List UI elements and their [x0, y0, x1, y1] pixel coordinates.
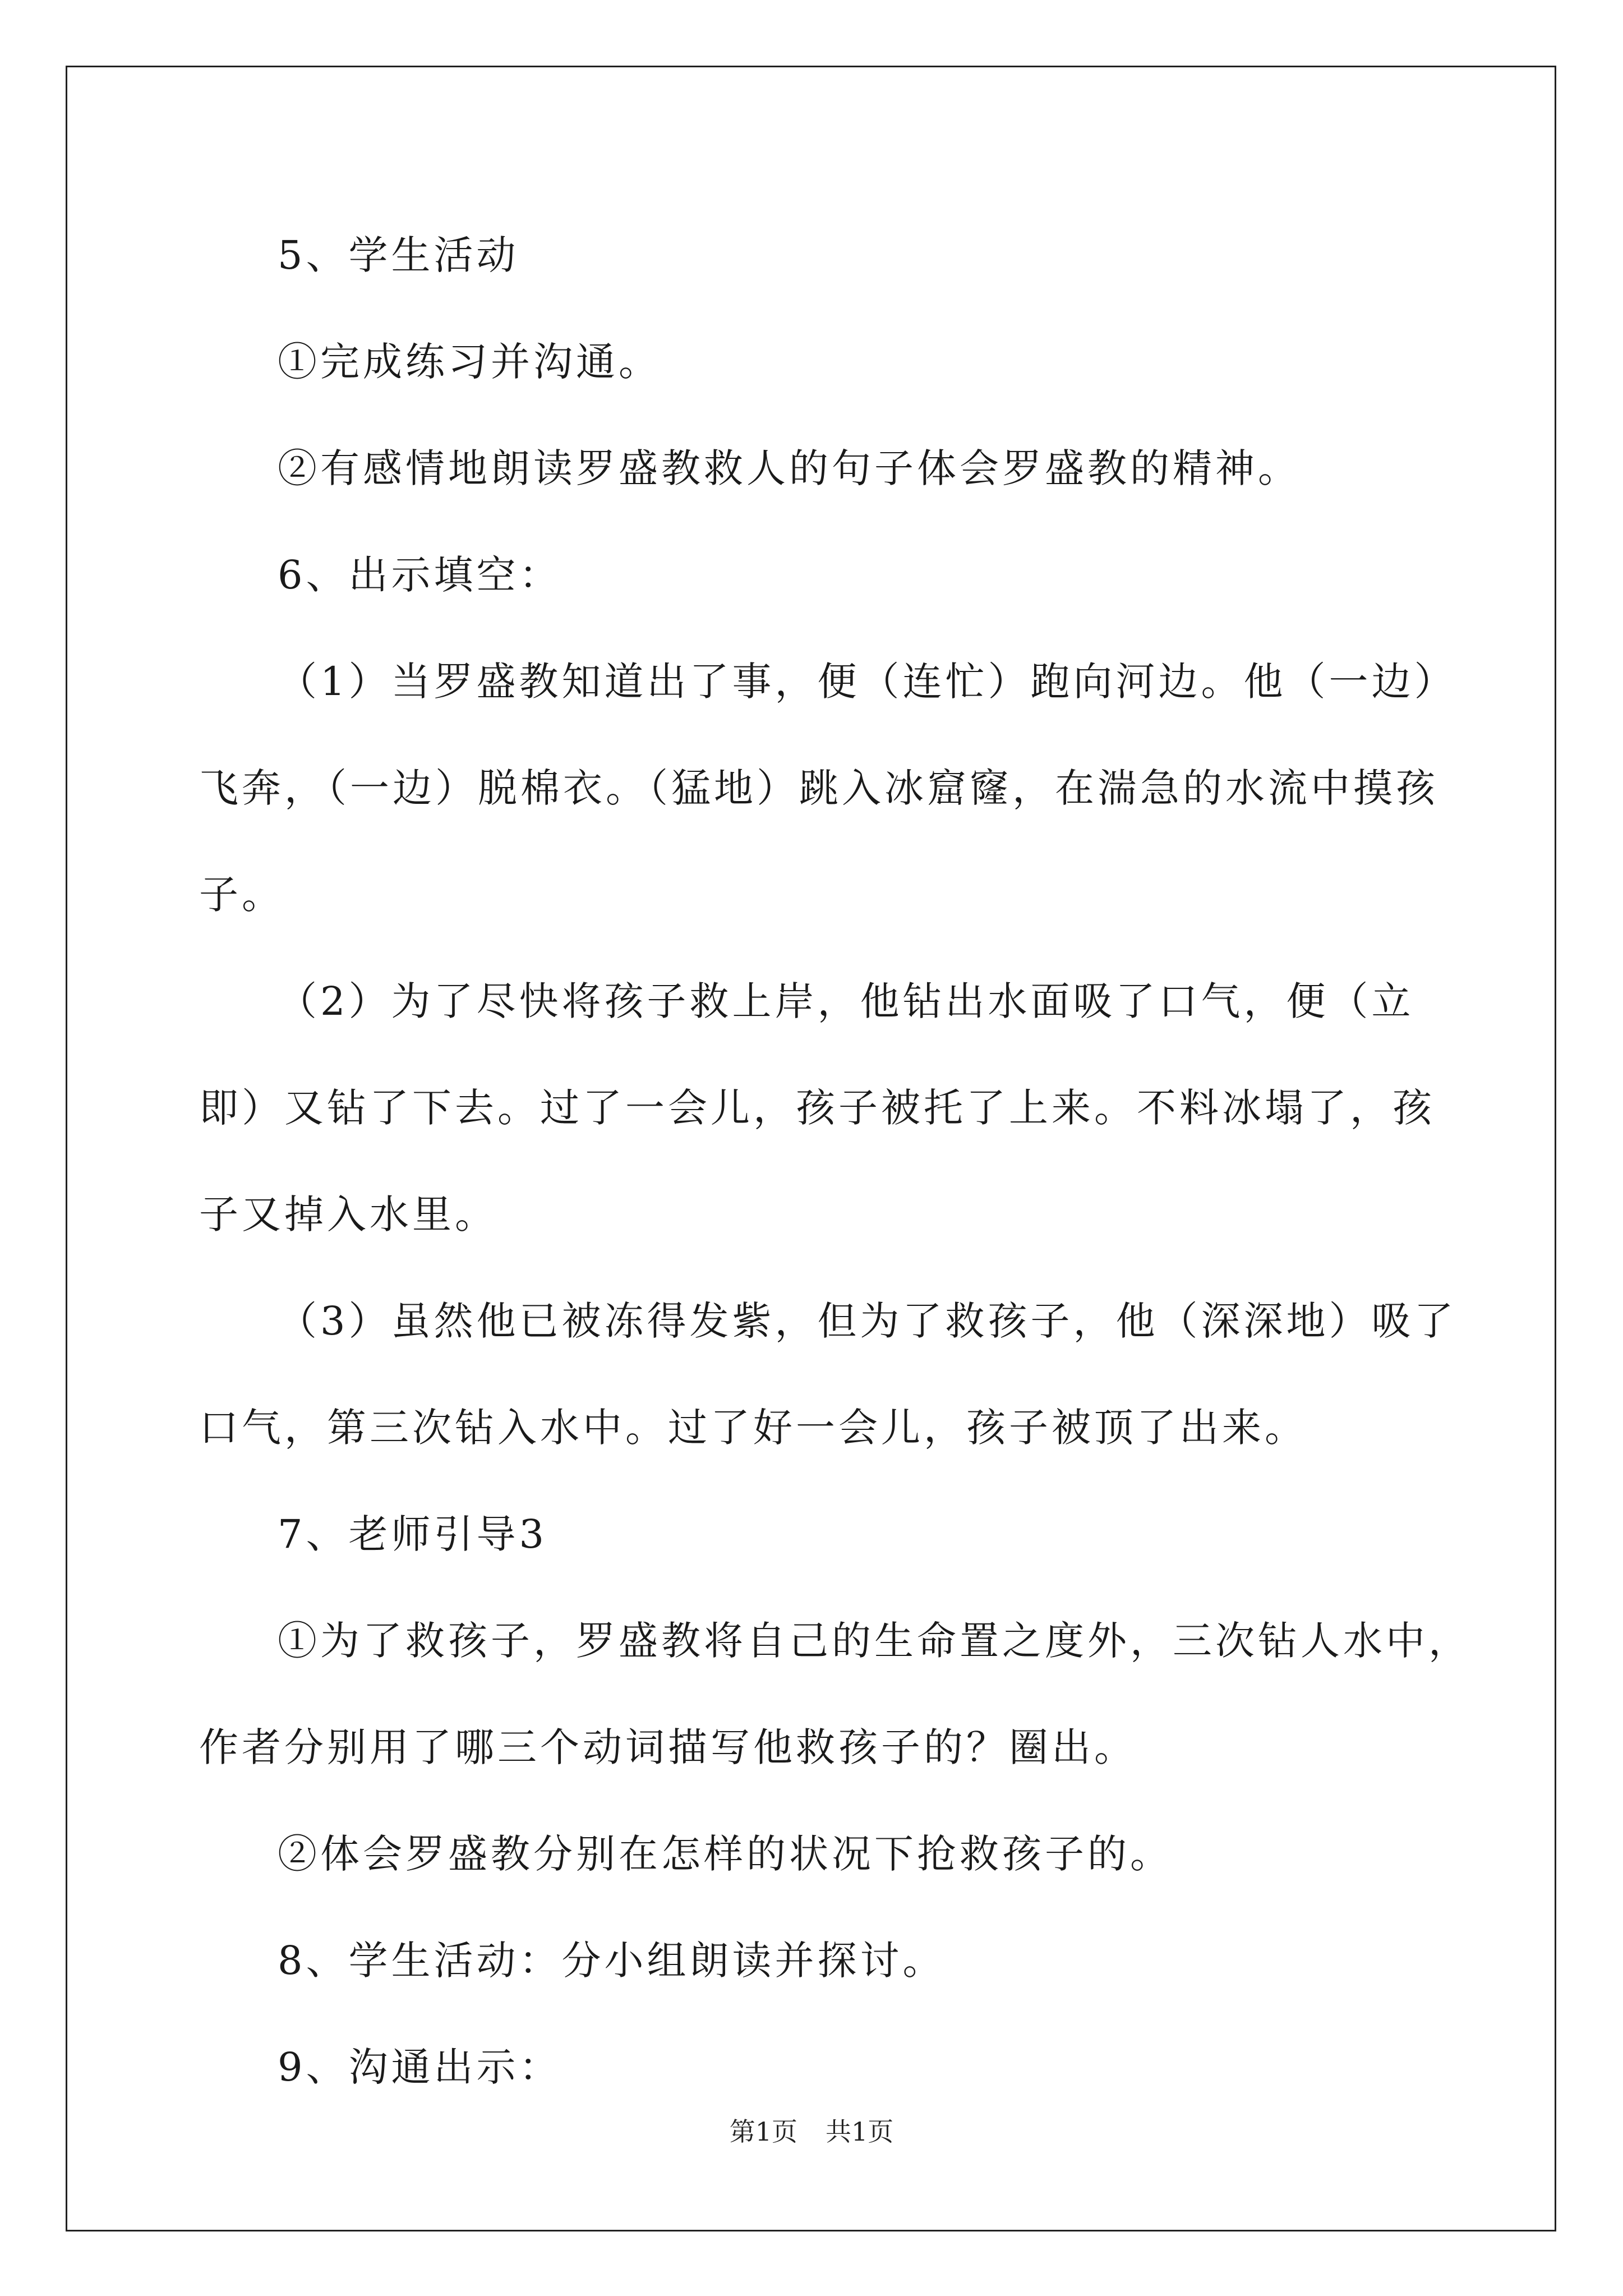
paragraph-heading-7: 7、老师引导3 [278, 1511, 548, 1557]
paragraph-item: ②有感情地朗读罗盛教救人的句子体会罗盛教的精神。 [278, 445, 1301, 491]
paragraph-heading-6: 6、出示填空： [278, 552, 562, 598]
paragraph-fill-blank-1: （1）当罗盛教知道出了事，便（连忙）跑向河边。他（一边）飞奔，（一边）脱棉衣。（猛地）跳入冰窟窿，在湍急的水流中摸孩子。 [199, 659, 1457, 918]
paragraph-item: ①为了救孩子，罗盛教将自己的生命置之度外，三次钻人水中，作者分别用了哪三个动词描写他救孩子的？圈出。 [199, 1618, 1471, 1770]
paragraph-heading-8: 8、学生活动：分小组朗读并探讨。 [278, 1938, 946, 1984]
page-number-current: 第1页 [729, 2116, 797, 2147]
paragraph-heading-5: 5、学生活动 [278, 232, 519, 278]
document-body [199, 202, 1472, 2120]
paragraph-fill-blank-3: （3）虽然他已被冻得发紫，但为了救孩子，他（深深地）吸了口气，第三次钻入水中。过了好一会儿，孩子被顶了出来。 [199, 1298, 1457, 1451]
page-number-total: 共1页 [826, 2116, 894, 2147]
paragraph-item: ①完成练习并沟通。 [278, 339, 661, 385]
paragraph-heading-9: 9、沟通出示： [278, 2044, 562, 2090]
page-footer [0, 2115, 1623, 2148]
paragraph-fill-blank-2: （2）为了尽快将孩子救上岸，他钻出水面吸了口气，便（立即）又钻了下去。过了一会儿，孩子被托了上来。不料冰塌了，孩子又掉入水里。 [199, 978, 1435, 1237]
paragraph-item: ②体会罗盛教分别在怎样的状况下抢救孩子的。 [278, 1831, 1173, 1877]
